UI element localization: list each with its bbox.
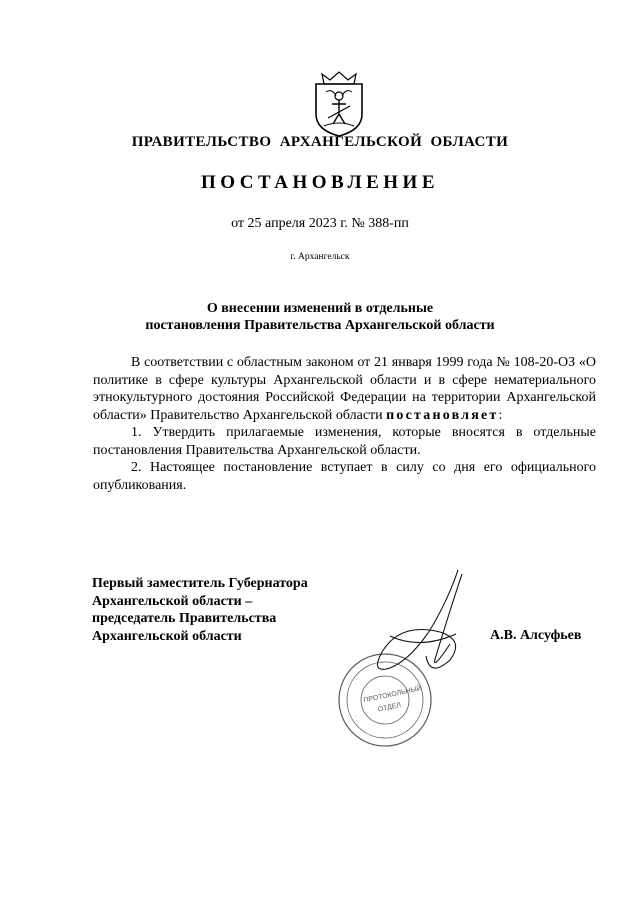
resolve-colon: : [498,407,503,423]
document-body [93,354,596,494]
body-paragraph-2: 1. Утвердить прилагаемые изменения, которые вносятся в отдельные постановления Правительства Архангельской области. [93,425,596,458]
body-paragraph-3: 2. Настоящее постановление вступает в силу со дня его официального опубликования. [93,460,596,493]
signer-line-1: Первый заместитель Губернатора [92,576,308,591]
signer-title [92,575,308,645]
document-type: ПОСТАНОВЛЕНИЕ [200,172,440,193]
signer-line-3: председатель Правительства [92,611,277,626]
signer-line-2: Архангельской области – [92,593,253,609]
seal-inner-text: ПРОТОКОЛЬНЫЙ [363,685,423,705]
resolve-word: постановляет [386,407,499,423]
preamble-text: В соответствии с областным законом от 21 января 1999 года № 108-20-ОЗ «О политике в сфере культуры Архангельской области и в сфере нематериального этнокультурного достояния Российской Федерации на территории Архангельской области» Правительство Архангельской области [93,355,596,423]
document-date-number: от 25 апреля 2023 г. № 388-пп [231,216,409,231]
coat-of-arms-icon [312,70,366,138]
signer-line-4: Архангельской области [92,628,242,644]
subject-line-2: постановления Правительства Архангельской области [145,318,495,333]
document-city: г. Архангельск [290,252,350,262]
seal-stamp [339,654,431,746]
signature-and-seal [330,560,480,750]
subject-line-1: О внесении изменений в отдельные [206,301,434,316]
body-paragraph-1 [93,354,596,424]
document-subject [0,300,640,334]
signer-name: А.В. Алсуфьев [490,628,582,643]
organization-title: ПРАВИТЕЛЬСТВО АРХАНГЕЛЬСКОЙ ОБЛАСТИ [131,134,509,150]
seal-inner-text-2: ОТДЕЛ [377,701,402,714]
